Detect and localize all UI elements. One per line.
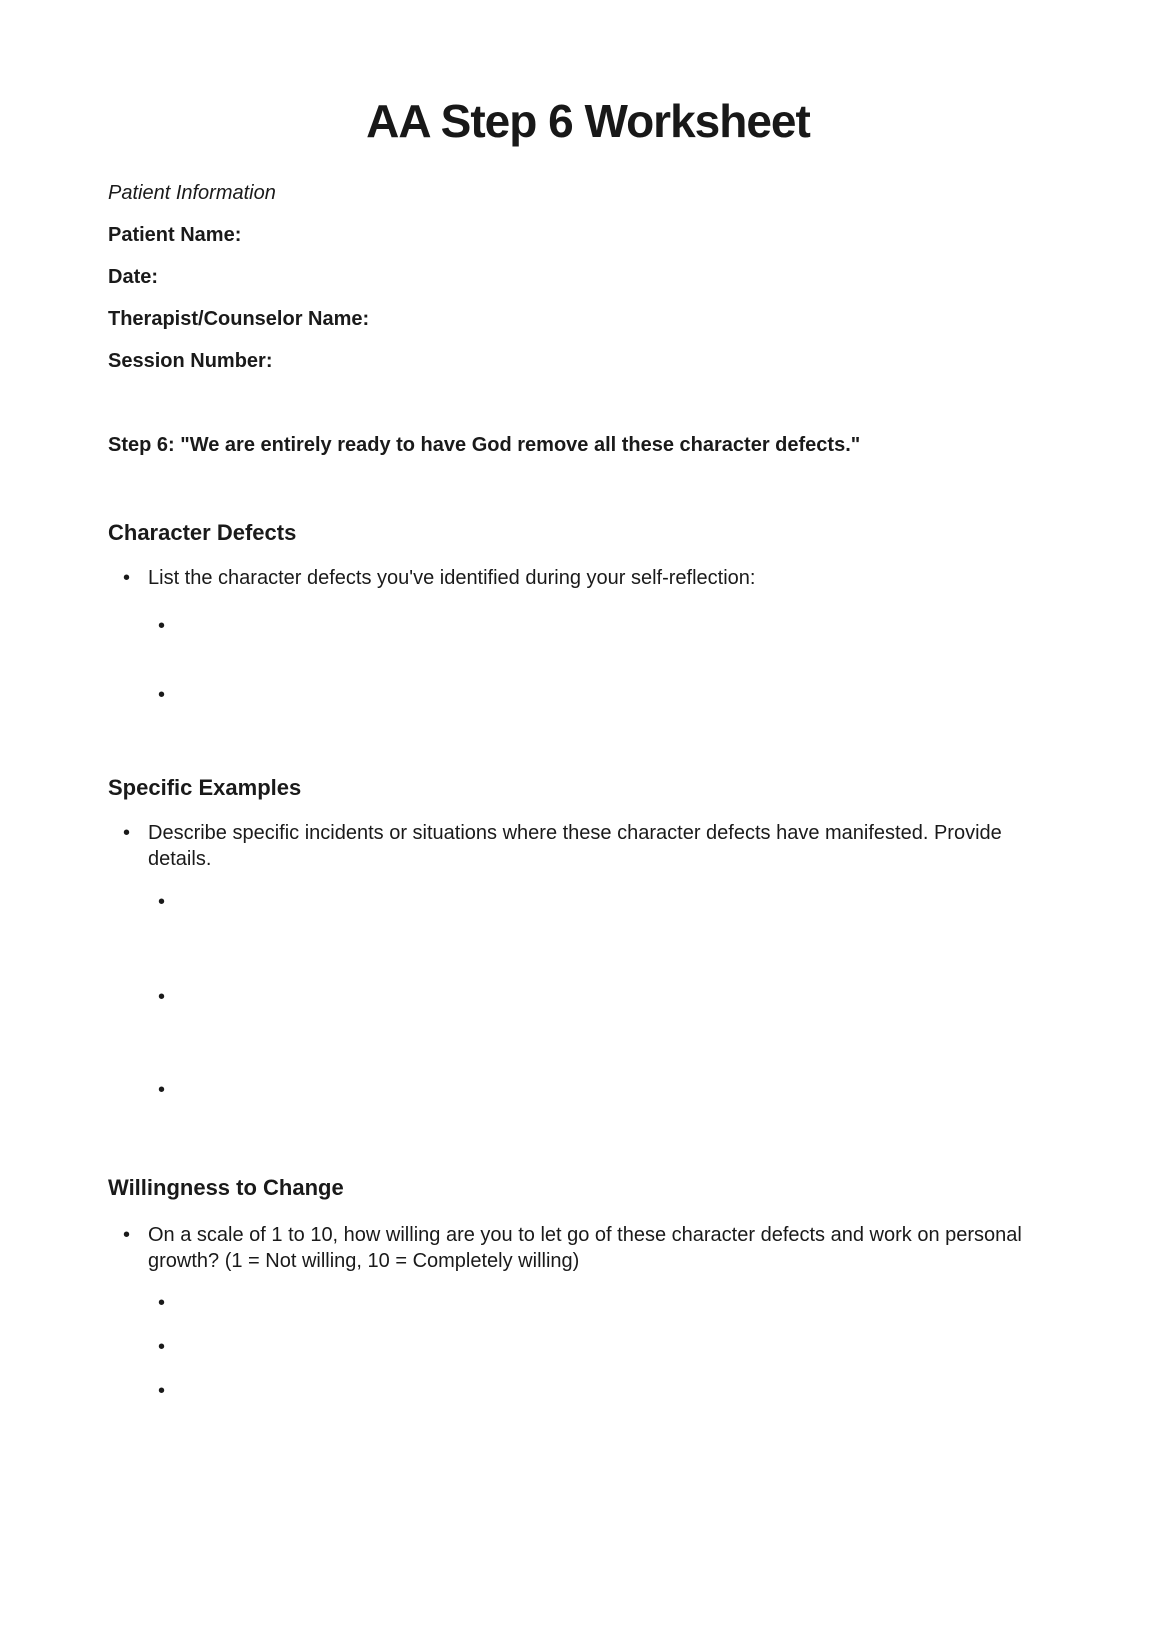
blank-bullet	[108, 1290, 1068, 1316]
blank-bullet	[108, 1334, 1068, 1360]
section-heading-specific-examples: Specific Examples	[108, 775, 302, 800]
step-6-statement: Step 6: "We are entirely ready to have God remove all these character defects."	[108, 434, 861, 456]
blank-bullet	[108, 889, 1068, 915]
field-label-patient-name: Patient Name:	[108, 224, 242, 246]
field-label-date: Date:	[108, 266, 159, 288]
prompt-bullet-willingness-to-change: • On a scale of 1 to 10, how willing are you to let go of these character defects and work on personal growth? (1 = Not willing, 10 = Completely willing)	[108, 1222, 1068, 1274]
blank-bullet	[108, 1378, 1068, 1404]
section-heading-character-defects: Character Defects	[108, 520, 297, 545]
page-title: AA Step 6 Worksheet	[366, 95, 810, 147]
blank-bullet	[108, 984, 1068, 1010]
blank-bullet	[108, 1077, 1068, 1103]
blank-bullet	[108, 613, 1068, 639]
field-label-therapist-counselor-name: Therapist/Counselor Name:	[108, 308, 370, 330]
prompt-bullet-character-defects: • List the character defects you've identified during your self-reflection:	[108, 565, 1068, 591]
blank-bullet	[108, 682, 1068, 708]
patient-information-heading: Patient Information	[108, 182, 276, 204]
field-label-session-number: Session Number:	[108, 350, 273, 372]
prompt-bullet-specific-examples: • Describe specific incidents or situations where these character defects have manifested. Provide details.	[108, 820, 1068, 872]
section-heading-willingness-to-change: Willingness to Change	[108, 1175, 344, 1200]
